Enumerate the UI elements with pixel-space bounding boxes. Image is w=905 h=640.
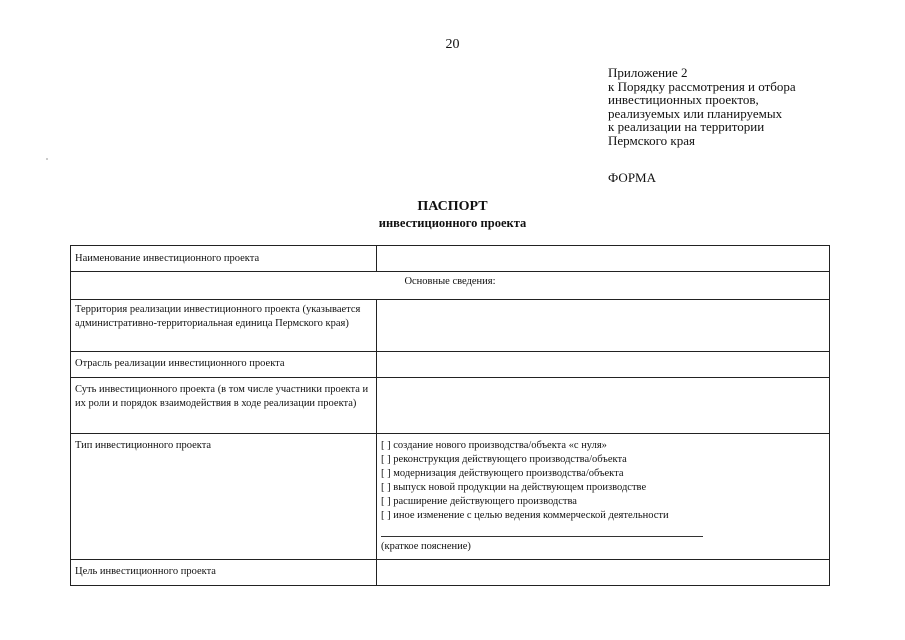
appendix-header <box>608 66 893 147</box>
row-value-territory[interactable] <box>377 300 830 352</box>
appendix-line: Приложение 2 <box>608 65 688 80</box>
document-subtitle: инвестиционного проекта <box>378 216 527 230</box>
table-row <box>71 378 830 434</box>
project-type-option[interactable]: [ ] выпуск новой продукции на действующем производстве <box>381 482 647 493</box>
row-label-project-type: Тип инвестиционного проекта <box>71 434 377 560</box>
appendix-line: Пермского края <box>608 132 695 148</box>
table-row <box>71 272 830 300</box>
table-row <box>71 352 830 378</box>
explanation-underline[interactable] <box>381 535 703 537</box>
row-label-project-goal: Цель инвестиционного проекта <box>71 560 377 586</box>
form-label: ФОРМА <box>608 170 656 185</box>
section-header-basic-info: Основные сведения: <box>71 272 830 300</box>
project-type-option[interactable]: [ ] иное изменение с целью ведения коммерческой деятельности <box>381 510 669 521</box>
table-row <box>71 300 830 352</box>
appendix-line: к реализации на территории <box>608 119 765 134</box>
row-value-essence[interactable] <box>377 378 830 434</box>
row-value-project-name[interactable] <box>377 246 830 272</box>
table-row <box>71 246 830 272</box>
row-value-industry[interactable] <box>377 352 830 378</box>
passport-table <box>70 245 830 586</box>
appendix-line: к Порядку рассмотрения и отбора <box>608 78 796 94</box>
document-title: ПАСПОРТ <box>417 199 488 214</box>
project-type-option[interactable]: [ ] модернизация действующего производства/объекта <box>381 468 624 479</box>
project-type-option[interactable]: [ ] реконструкция действующего производства/объекта <box>381 454 627 465</box>
table-row <box>71 434 830 560</box>
project-type-options <box>377 434 830 560</box>
row-label-project-name: Наименование инвестиционного проекта <box>71 246 377 272</box>
row-value-project-goal[interactable] <box>377 560 830 586</box>
table-row <box>71 560 830 586</box>
page-number: 20 <box>445 37 460 52</box>
appendix-line: реализуемых или планируемых <box>608 105 783 121</box>
project-type-option[interactable]: [ ] расширение действующего производства <box>381 496 577 507</box>
project-type-option[interactable]: [ ] создание нового производства/объекта «с нуля» <box>381 440 607 451</box>
row-label-essence: Суть инвестиционного проекта (в том числе участники проекта и их роли и порядок взаимодействия в ходе реализации проекта) <box>71 378 377 434</box>
appendix-line: инвестиционных проектов, <box>608 92 759 107</box>
row-label-territory: Территория реализации инвестиционного проекта (указывается административно-территориальная единица Пермского края) <box>71 300 377 352</box>
explanation-caption: (краткое пояснение) <box>381 541 471 552</box>
scan-artifact <box>46 158 48 160</box>
row-label-industry: Отрасль реализации инвестиционного проекта <box>71 352 377 378</box>
